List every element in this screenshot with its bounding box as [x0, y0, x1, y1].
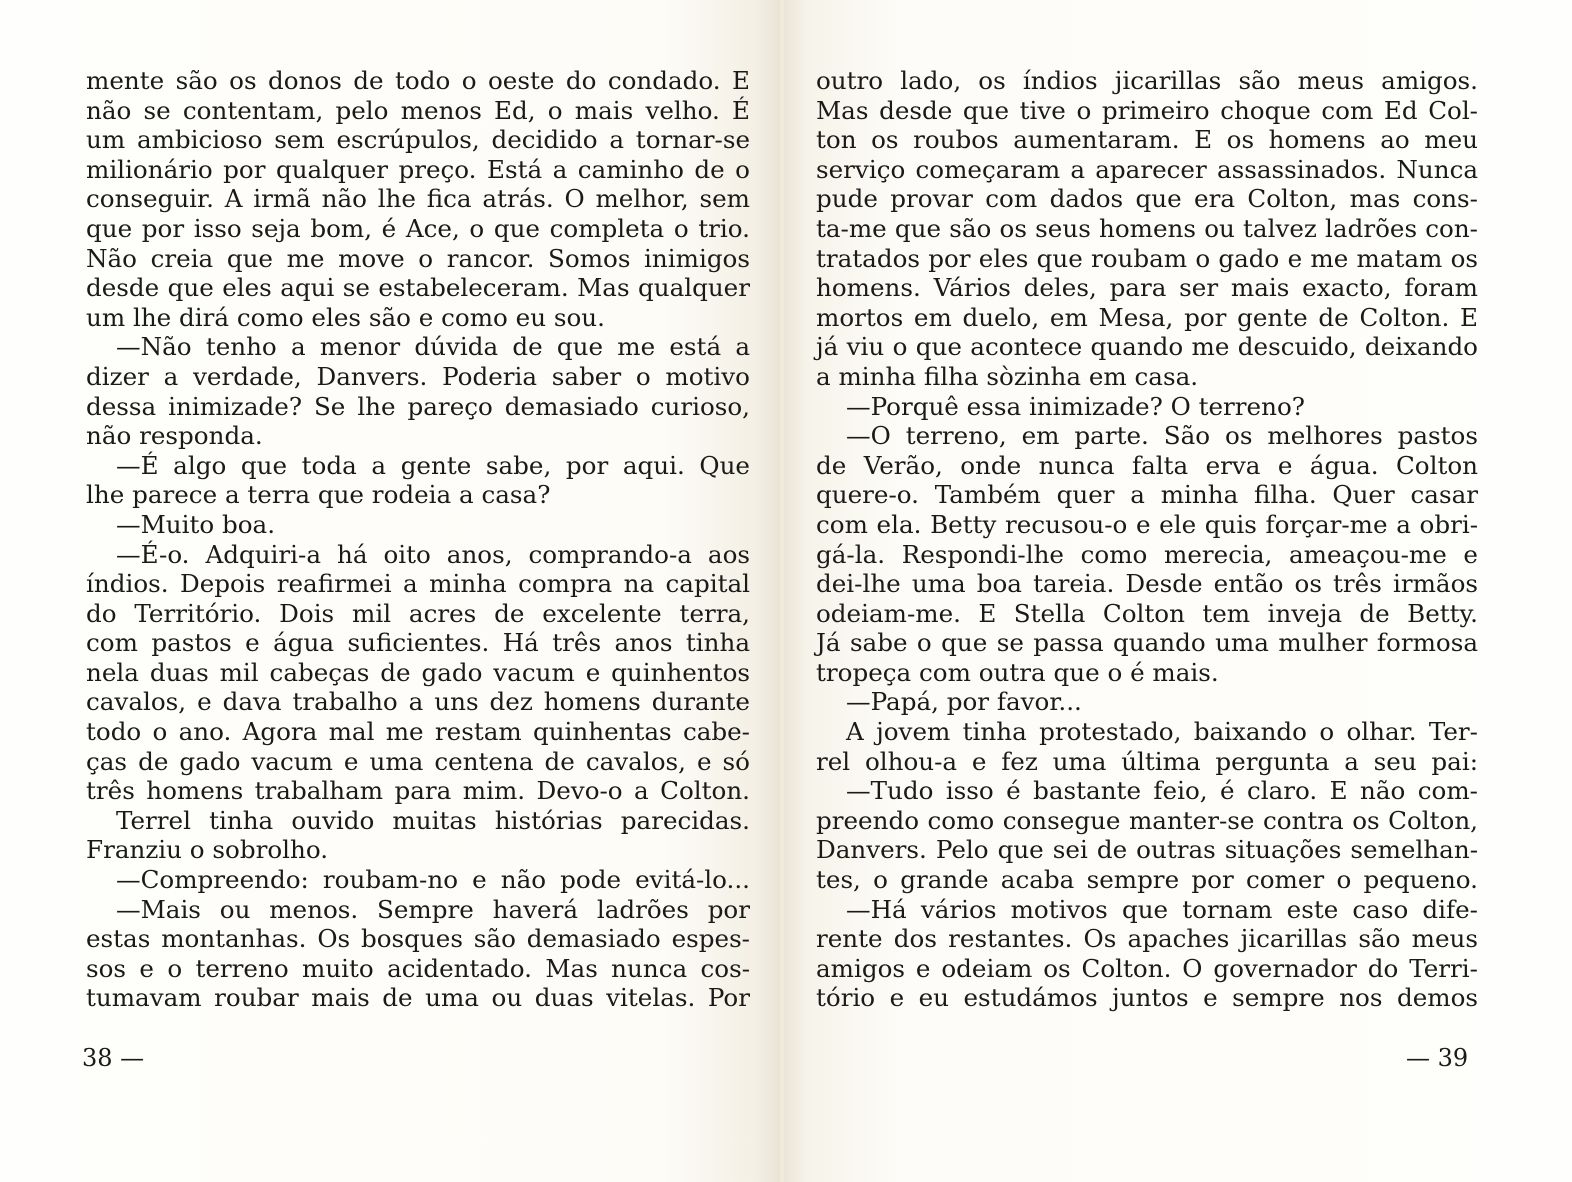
text-line: Mas desde que tive o primeiro choque com Ed Col-	[816, 95, 1478, 125]
text-line: —O terreno, em parte. São os melhores pastos	[846, 421, 1478, 451]
text-line: mente são os donos de todo o oeste do condado. E	[86, 66, 750, 95]
text-line: homens. Vários deles, para ser mais exacto, foram	[816, 273, 1478, 303]
text-line: de Verão, onde nunca falta erva e água. Colton	[816, 450, 1478, 480]
page-number-right: — 39	[1406, 1044, 1469, 1072]
text-line: odeiam-me. E Stella Colton tem inveja de Betty.	[816, 598, 1478, 628]
text-line: rente dos restantes. Os apaches jicarillas são meus	[816, 924, 1478, 954]
text-line: que por isso seja bom, é Ace, o que completa o trio.	[86, 213, 750, 243]
text-line: com ela. Betty recusou-o e ele quis forçar-me a obri-	[816, 509, 1478, 539]
text-line: gá-la. Respondi-lhe como merecia, ameaçou-me e	[816, 539, 1478, 569]
left-page-text	[86, 66, 750, 1013]
text-line: amigos e odeiam os Colton. O governador do Terri-	[816, 953, 1478, 983]
text-line: —Tudo isso é bastante feio, é claro. E não com-	[846, 776, 1478, 806]
text-line: tório e eu estudámos juntos e sempre nos demos	[816, 983, 1478, 1013]
text-line: Franziu o sobrolho.	[86, 835, 329, 865]
text-line: A jovem tinha protestado, baixando o olhar. Ter-	[846, 717, 1478, 747]
text-line: —Porquê essa inimizade? O terreno?	[846, 391, 1305, 421]
text-line: —É-o. Adquiri-a há oito anos, comprando-a aos	[116, 539, 750, 569]
text-line: com pastos e água suficientes. Há três anos tinha	[86, 628, 750, 658]
text-line: Não creia que me move o rancor. Somos inimigos	[86, 243, 750, 273]
text-line: pude provar com dados que era Colton, mas cons-	[816, 184, 1478, 214]
text-line: —Mais ou menos. Sempre haverá ladrões por	[116, 894, 750, 924]
text-line: ças de gado vacum e uma centena de cavalos, e só	[86, 746, 750, 776]
text-line: Já sabe o que se passa quando uma mulher formosa	[816, 628, 1478, 658]
text-line: —Não tenho a menor dúvida de que me está a	[116, 332, 750, 362]
text-line: dei-lhe uma boa tareia. Desde então os três irmãos	[816, 569, 1478, 599]
text-line: tropeça com outra que o é mais.	[816, 657, 1219, 687]
right-page-text	[816, 66, 1478, 1013]
text-line: mortos em duelo, em Mesa, por gente de Colton. E	[816, 302, 1478, 332]
text-line: não responda.	[86, 421, 263, 451]
text-line: dizer a verdade, Danvers. Poderia saber o motivo	[86, 361, 750, 391]
text-line: ta-me que são os seus homens ou talvez ladrões con-	[816, 213, 1478, 243]
text-line: nela duas mil cabeças de gado vacum e quinhentos	[86, 657, 750, 687]
text-line: um lhe dirá como eles são e como eu sou.	[86, 302, 605, 332]
text-line: tes, o grande acaba sempre por comer o pequeno.	[816, 865, 1478, 895]
page-number-left: 38 —	[82, 1044, 145, 1072]
text-line: serviço começaram a aparecer assassinados. Nunca	[816, 154, 1478, 184]
text-line: —Papá, por favor...	[846, 687, 1082, 717]
text-line: dessa inimizade? Se lhe pareço demasiado curioso,	[86, 391, 750, 421]
text-line: Terrel tinha ouvido muitas histórias parecidas.	[116, 805, 750, 835]
text-line: —Muito boa.	[116, 509, 276, 539]
text-line: já viu o que acontece quando me descuido, deixando	[816, 332, 1478, 362]
text-line: —Há vários motivos que tornam este caso dife-	[846, 894, 1478, 924]
text-line: outro lado, os índios jicarillas são meus amigos.	[816, 66, 1478, 95]
text-line: tumavam roubar mais de uma ou duas vitelas. Por	[86, 983, 750, 1013]
right-page	[784, 0, 1572, 1182]
text-line: —É algo que toda a gente sabe, por aqui. Que	[116, 450, 750, 480]
text-line: todo o ano. Agora mal me restam quinhentas cabe-	[86, 717, 750, 747]
text-line: cavalos, e dava trabalho a uns dez homens durante	[86, 687, 750, 717]
text-line: sos e o terreno muito acidentado. Mas nunca cos-	[86, 953, 750, 983]
text-line: rel olhou-a e fez uma última pergunta a seu pai:	[816, 746, 1478, 776]
text-line: a minha filha sòzinha em casa.	[816, 361, 1199, 391]
text-line: preendo como consegue manter-se contra os Colton,	[816, 805, 1478, 835]
text-line: lhe parece a terra que rodeia a casa?	[86, 480, 551, 510]
text-line: conseguir. A irmã não lhe fica atrás. O melhor, sem	[86, 184, 750, 214]
text-line: tratados por eles que roubam o gado e me matam os	[816, 243, 1478, 273]
text-line: milionário por qualquer preço. Está a caminho de o	[86, 154, 750, 184]
left-page	[0, 0, 780, 1182]
text-line: do Território. Dois mil acres de excelente terra,	[86, 598, 750, 628]
text-line: índios. Depois reafirmei a minha compra na capital	[86, 569, 750, 599]
text-line: desde que eles aqui se estabeleceram. Mas qualquer	[86, 273, 750, 303]
text-line: três homens trabalham para mim. Devo-o a Colton.	[86, 776, 750, 806]
text-line: ton os roubos aumentaram. E os homens ao meu	[816, 125, 1478, 155]
text-line: estas montanhas. Os bosques são demasiado espes-	[86, 924, 750, 954]
text-line: —Compreendo: roubam-no e não pode evitá-lo...	[116, 865, 750, 895]
text-line: Danvers. Pelo que sei de outras situações semelhan-	[816, 835, 1478, 865]
text-line: não se contentam, pelo menos Ed, o mais velho. É	[86, 95, 750, 125]
text-line: um ambicioso sem escrúpulos, decidido a tornar-se	[86, 125, 750, 155]
text-line: quere-o. Também quer a minha filha. Quer casar	[816, 480, 1478, 510]
